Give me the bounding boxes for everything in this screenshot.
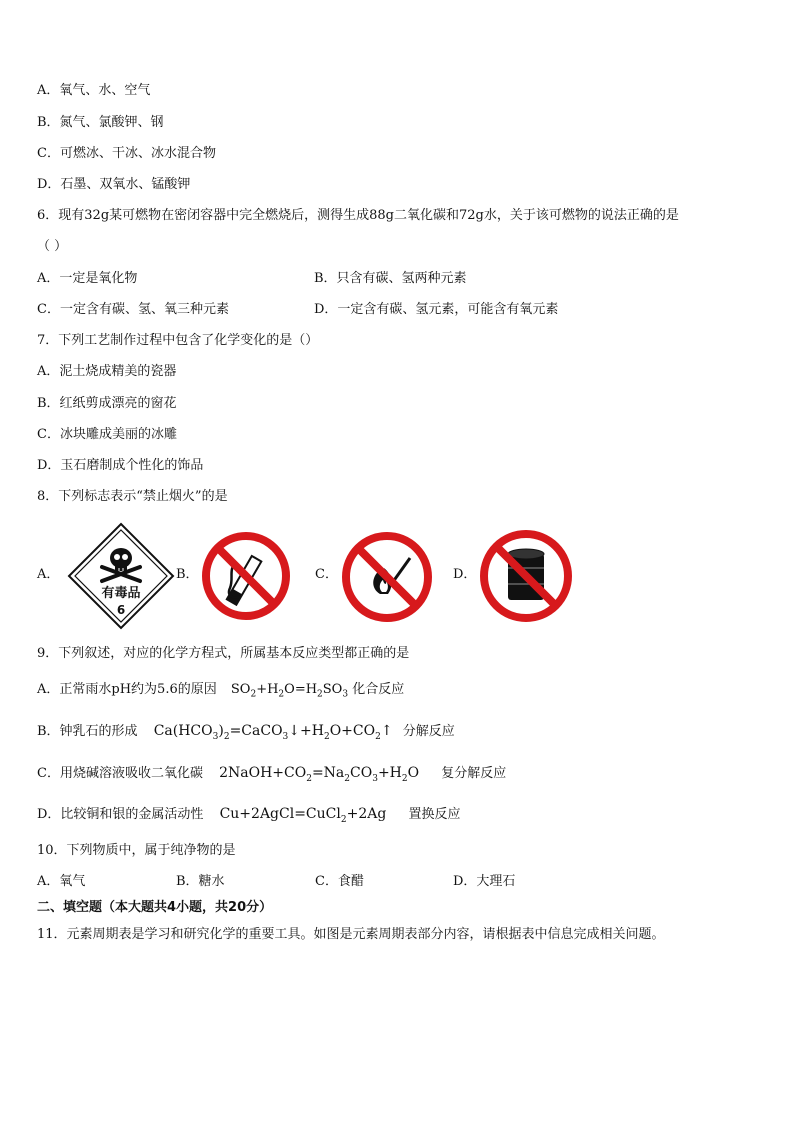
q9-option-d-equation: Cu+2AgCl=CuCl$_2$+2Ag xyxy=(219,806,387,825)
toxic-sign-icon xyxy=(66,521,176,631)
q9-option-b-equation: $Ca(HCO_3)_2=CaCO_3↓+H_2O+CO_2↑$ xyxy=(153,723,393,742)
q7-stem: 7．下列工艺制作过程中包含了化学变化的是（） xyxy=(37,333,319,348)
q9-option-b-text: B．钟乳石的形成 xyxy=(37,724,138,739)
section-2-title: 二、填空题（本大题共4小题，共20分） xyxy=(37,900,273,915)
q9-option-b xyxy=(37,722,455,746)
q10-stem: 10．下列物质中，属于纯净物的是 xyxy=(37,843,236,858)
no-fire-sign-icon xyxy=(340,530,434,624)
q9-option-a-type: 化合反应 xyxy=(352,682,405,697)
toxic-sign-text: 有毒品 xyxy=(101,586,141,601)
q9-option-a xyxy=(37,681,404,704)
toxic-sign-number: 6 xyxy=(116,603,126,617)
q9-stem: 9．下列叙述，对应的化学方程式，所属基本反应类型都正确的是 xyxy=(37,646,410,661)
q11-stem: 11．元素周期表是学习和研究化学的重要工具。如图是元素周期表部分内容，请根据表中信息完成相关问题。 xyxy=(37,927,665,942)
q8-option-d-label: D． xyxy=(453,567,477,582)
q8-stem: 8．下列标志表示“禁止烟火”的是 xyxy=(37,489,228,504)
q9-option-c-text: C．用烧碱溶液吸收二氧化碳 xyxy=(37,766,203,781)
q10-option-a: A．氧气 xyxy=(37,874,86,889)
q9-option-a-equation: $SO_2+H_2O=H_2SO_3$ xyxy=(230,682,349,700)
q7-option-c: C．冰块雕成美丽的冰雕 xyxy=(37,427,177,442)
q6-option-a: A．一定是氧化物 xyxy=(37,271,138,286)
q8-option-c-label: C． xyxy=(315,567,338,582)
q9-option-d-text: D．比较铜和银的金属活动性 xyxy=(37,807,204,822)
q6-paren: （ ） xyxy=(37,239,68,254)
q7-option-b: B．红纸剪成漂亮的窗花 xyxy=(37,396,177,411)
q9-option-c-equation: $2NaOH+CO_2=Na_2CO_3+H_2O$ xyxy=(219,765,420,784)
q9-option-d-type: 置换反应 xyxy=(408,807,461,822)
q8-option-a-label: A． xyxy=(37,567,60,582)
q9-option-c xyxy=(37,764,506,788)
no-smoking-sign-icon xyxy=(200,530,292,622)
q6-option-b: B．只含有碳、氢两种元素 xyxy=(314,271,467,286)
q9-option-d xyxy=(37,805,460,829)
q5-option-a: A．氧气、水、空气 xyxy=(37,83,151,98)
q5-option-c: C．可燃冰、干冰、冰水混合物 xyxy=(37,146,216,161)
q5-option-b: B．氮气、氯酸钾、钢 xyxy=(37,115,164,130)
q10-option-b: B．糖水 xyxy=(176,874,225,889)
q9-option-b-type: 分解反应 xyxy=(402,724,455,739)
q10-option-c: C．食醋 xyxy=(315,874,364,889)
q6-option-d: D．一定含有碳、氢元素，可能含有氧元素 xyxy=(314,302,559,317)
q6-stem: 6．现有32g某可燃物在密闭容器中完全燃烧后，测得生成88g二氧化碳和72g水，关于该可燃物的说法正确的是 xyxy=(37,208,679,223)
q6-option-c: C．一定含有碳、氢、氧三种元素 xyxy=(37,302,229,317)
q8-option-b-label: B． xyxy=(176,567,199,582)
q9-option-c-type: 复分解反应 xyxy=(441,766,507,781)
q7-option-a: A．泥土烧成精美的瓷器 xyxy=(37,364,177,379)
q9-option-a-text: A．正常雨水pH约为5.6的原因 xyxy=(37,682,217,697)
no-flammable-barrel-sign-icon xyxy=(478,528,574,624)
q5-option-d: D．石墨、双氧水、锰酸钾 xyxy=(37,177,191,192)
q10-option-d: D．大理石 xyxy=(453,874,516,889)
q7-option-d: D．玉石磨制成个性化的饰品 xyxy=(37,458,204,473)
